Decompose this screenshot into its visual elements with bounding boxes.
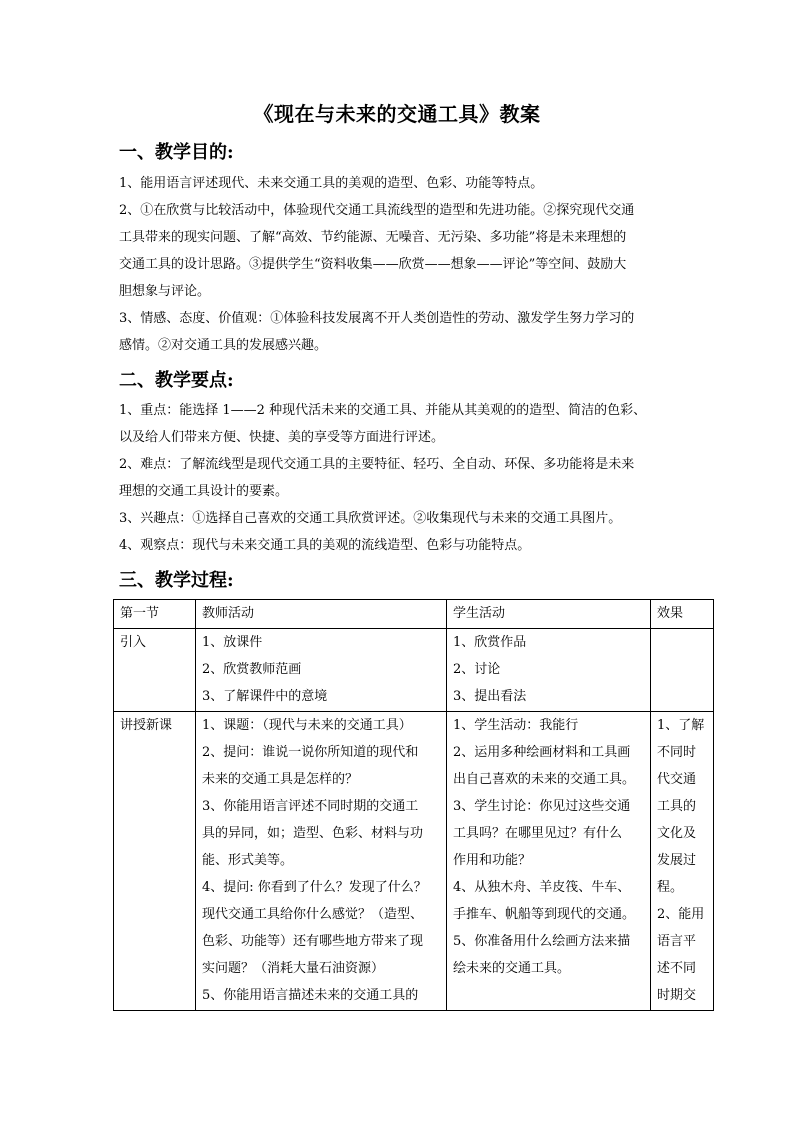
cell-line: 现代交通工具给你什么感觉？（造型、: [202, 907, 424, 922]
text-line: 感情。②对交通工具的发展感兴趣。: [119, 338, 328, 353]
objectives-paragraph: [119, 170, 681, 359]
cell-line: 2、讨论: [453, 662, 501, 677]
section-heading-key-points: 二、教学要点:: [119, 370, 234, 391]
teacher-activity-cell: [196, 629, 447, 712]
text-line: 工具带来的现实问题、了解“高效、节约能源、无噪音、无污染、多功能”将是未来理想的: [119, 230, 627, 245]
stage-cell: 讲授新课: [114, 712, 196, 1011]
cell-line: 出自己喜欢的未来的交通工具。: [453, 772, 636, 787]
cell-line: 工具的: [657, 799, 697, 814]
cell-line: 语言平: [657, 934, 697, 949]
process-table: [113, 599, 714, 1011]
cell-line: 未来的交通工具是怎样的？: [202, 772, 359, 787]
document-title: 《现在与未来的交通工具》教案: [253, 102, 541, 126]
cell-line: 4、提问: 你看到了什么？发现了什么？: [202, 880, 427, 895]
text-line: 4、观察点：现代与未来交通工具的美观的流线造型、色彩与功能特点。: [119, 538, 531, 553]
table-header-row: [114, 600, 714, 629]
effect-cell: [651, 712, 714, 1011]
text-line: 3、情感、态度、价值观：①体验科技发展离不开人类创造性的劳动、激发学生努力学习的: [119, 311, 635, 326]
cell-line: 1、了解: [657, 718, 705, 733]
cell-line: 2、提问：谁说一说你所知道的现代和: [202, 745, 419, 760]
text-line: 胆想象与评论。: [119, 284, 211, 299]
cell-line: 实问题？（消耗大量石油资源）: [202, 961, 385, 976]
cell-line: 时期交: [657, 988, 697, 1003]
cell-line: 色彩、功能等）还有哪些地方带来了现: [202, 934, 424, 949]
cell-line: 1、学生活动：我能行: [453, 718, 579, 733]
cell-line: 述不同: [657, 961, 697, 976]
cell-line: 不同时: [657, 745, 697, 760]
header-cell: 学生活动: [447, 600, 651, 629]
section-heading-objectives: 一、教学目的:: [119, 142, 234, 163]
cell-line: 工具吗？在哪里见过？有什么: [453, 826, 623, 841]
cell-line: 3、你能用语言评述不同时期的交通工: [202, 799, 419, 814]
effect-cell: [651, 629, 714, 712]
stage-cell: 引入: [114, 629, 196, 712]
cell-line: 代交通: [657, 772, 697, 787]
header-cell: 效果: [651, 600, 714, 629]
text-line: 2、难点：了解流线型是现代交通工具的主要特征、轻巧、全自动、环保、多功能将是未来: [119, 457, 635, 472]
cell-line: 手推车、帆船等到现代的交通。: [453, 907, 636, 922]
cell-line: 1、欣赏作品: [453, 635, 527, 650]
cell-line: 1、课题：（现代与未来的交通工具）: [202, 718, 412, 733]
text-line: 2、①在欣赏与比较活动中，体验现代交通工具流线型的造型和先进功能。②探究现代交通: [119, 203, 635, 218]
cell-line: 5、你准备用什么绘画方法来描: [453, 934, 631, 949]
cell-line: 能、形式美等。: [202, 853, 294, 868]
text-line: 以及给人们带来方便、快捷、美的享受等方面进行评述。: [119, 430, 445, 445]
cell-line: 2、运用多种绘画材料和工具画: [453, 745, 631, 760]
header-cell: 第一节: [114, 600, 196, 629]
student-activity-cell: [447, 712, 651, 1011]
teacher-activity-cell: [196, 712, 447, 1011]
cell-line: 绘未来的交通工具。: [453, 961, 571, 976]
cell-line: 3、提出看法: [453, 689, 527, 704]
header-cell: 教师活动: [196, 600, 447, 629]
text-line: 交通工具的设计思路。③提供学生“资料收集——欣赏——想象——评论”等空间、鼓励大: [119, 257, 627, 272]
cell-line: 具的异同，如；造型、色彩、材料与功: [202, 826, 424, 841]
cell-line: 2、欣赏教师范画: [202, 662, 302, 677]
text-line: 理想的交通工具设计的要素。: [119, 484, 289, 499]
student-activity-cell: [447, 629, 651, 712]
cell-line: 程。: [657, 880, 684, 895]
cell-line: 作用和功能？: [453, 853, 532, 868]
key-points-paragraph: [119, 397, 681, 559]
table-row: [114, 629, 714, 712]
text-line: 3、兴趣点：①选择自己喜欢的交通工具欣赏评述。②收集现代与未来的交通工具图片。: [119, 511, 622, 526]
text-line: 1、重点：能选择 1——2 种现代活未来的交通工具、并能从其美观的的造型、简洁的色彩、: [119, 403, 647, 418]
cell-line: 1、放课件: [202, 635, 263, 650]
cell-line: 4、从独木舟、羊皮筏、牛车、: [453, 880, 631, 895]
cell-line: 3、了解课件中的意境: [202, 689, 328, 704]
cell-line: 2、能用: [657, 907, 705, 922]
text-line: 1、能用语言评述现代、未来交通工具的美观的造型、色彩、功能等特点。: [119, 176, 544, 191]
table-row: [114, 712, 714, 1011]
cell-line: 发展过: [657, 853, 697, 868]
cell-line: 5、你能用语言描述未来的交通工具的: [202, 988, 419, 1003]
cell-line: 文化及: [657, 826, 697, 841]
section-heading-process: 三、教学过程:: [119, 570, 234, 591]
cell-line: 3、学生讨论：你见过这些交通: [453, 799, 631, 814]
